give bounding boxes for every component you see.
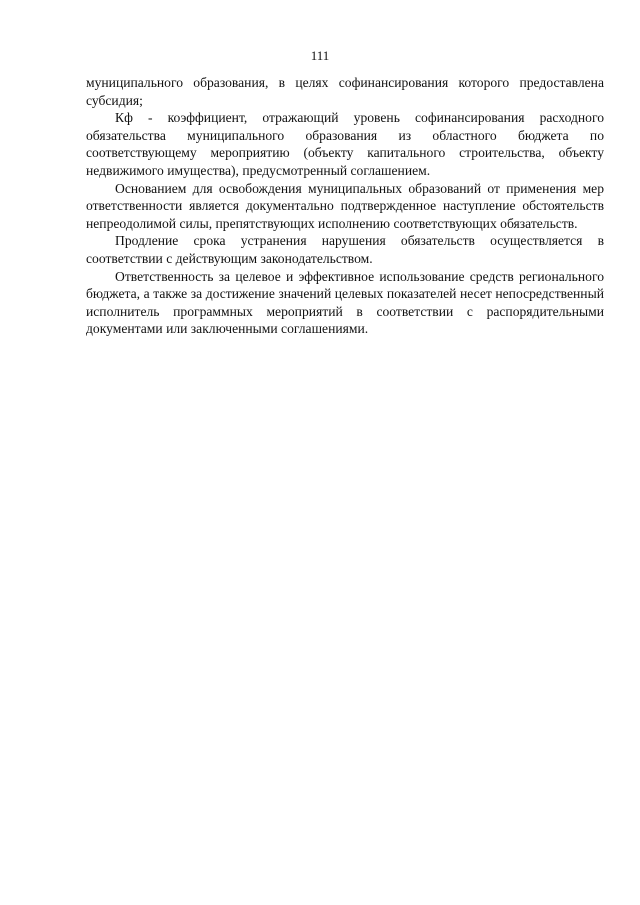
paragraph-kf-coefficient: Кф - коэффициент, отражающий уровень софинансирования расходного обязательства муниципального образования из областного бюджета по соответствующему мероприятию (объекту капитального строительства, объекту недвижимого имущества), предусмотренный соглашением. bbox=[86, 110, 604, 178]
page-number: 111 bbox=[310, 48, 330, 63]
body-text bbox=[86, 74, 604, 338]
paragraph-responsibility: Ответственность за целевое и эффективное использование средств регионального бюджета, а также за достижение значений целевых показателей несет непосредственный исполнитель программных мероприятий в соответствии с распорядительными документами или заключенными соглашениями. bbox=[86, 268, 604, 337]
paragraph-subsidy-continuation: муниципального образования, в целях софинансирования которого предоставлена субсидия; bbox=[86, 75, 604, 108]
paragraph-force-majeure: Основанием для освобождения муниципальных образований от применения мер ответственности является документально подтвержденное наступление обстоятельств непреодолимой силы, препятствующих исполнению соответствующих обязательств. bbox=[86, 180, 604, 231]
paragraph-deadline-extension: Продление срока устранения нарушения обязательств осуществляется в соответствии с действующим законодательством. bbox=[86, 233, 604, 266]
